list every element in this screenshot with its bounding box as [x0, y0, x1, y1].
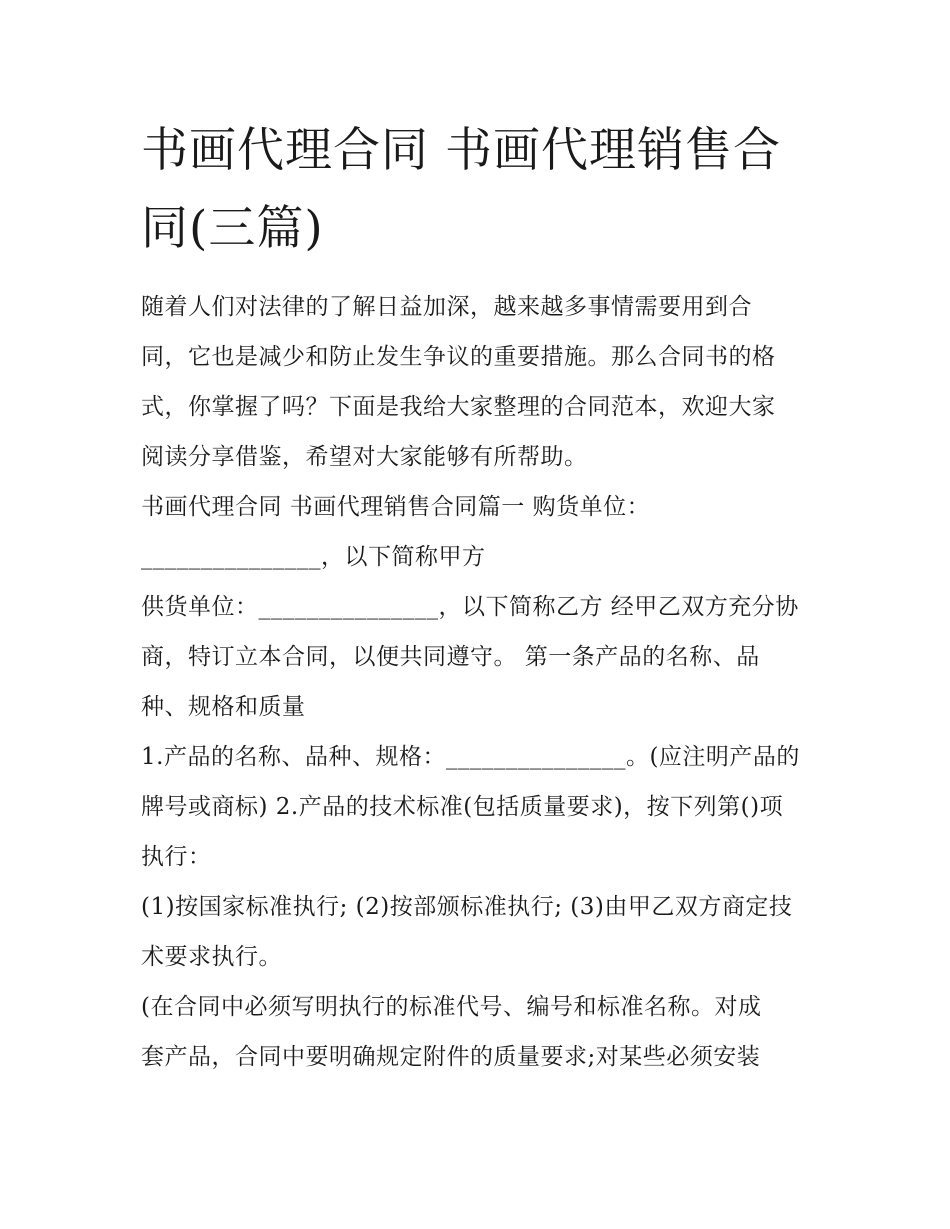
text-line: (1)按国家标准执行; (2)按部颁标准执行; (3)由甲乙双方商定技	[141, 894, 793, 920]
document-title	[141, 112, 816, 268]
note-paragraph	[141, 982, 816, 1082]
supplier-paragraph	[141, 582, 816, 732]
text-line: 随着人们对法律的了解日益加深，越来越多事情需要用到合	[141, 294, 752, 320]
buyer-paragraph	[141, 482, 816, 582]
text-line: 种、规格和质量	[141, 694, 306, 720]
text-line: 术要求执行。	[141, 944, 282, 970]
text-line: 牌号或商标) 2.产品的技术标准(包括质量要求)，按下列第()项	[141, 794, 784, 820]
text-line: _______________，以下简称甲方	[141, 544, 486, 570]
text-line: 同，它也是减少和防止发生争议的重要措施。那么合同书的格	[141, 344, 776, 370]
document-body	[141, 282, 816, 1082]
text-line: 1.产品的名称、品种、规格：_______________。(应注明产品的	[141, 744, 800, 770]
text-line: 执行：	[141, 844, 212, 870]
text-line: 商，特订立本合同，以便共同遵守。 第一条产品的名称、品	[141, 644, 760, 670]
text-line: 书画代理合同 书画代理销售合同篇一 购货单位：	[141, 494, 651, 520]
text-line: 套产品，合同中要明确规定附件的质量要求;对某些必须安装	[141, 1044, 761, 1070]
text-line: 式，你掌握了吗？下面是我给大家整理的合同范本，欢迎大家	[141, 394, 776, 420]
document-content	[141, 112, 816, 1082]
text-line: 供货单位：_______________，以下简称乙方 经甲乙双方充分协	[141, 594, 799, 620]
title-line: 同(三篇)	[141, 201, 324, 256]
text-line: (在合同中必须写明执行的标准代号、编号和标准名称。对成	[141, 994, 762, 1020]
title-line: 书画代理合同 书画代理销售合	[141, 123, 781, 178]
standards-paragraph	[141, 882, 816, 982]
intro-paragraph	[141, 282, 816, 482]
product-spec-paragraph	[141, 732, 816, 882]
text-line: 阅读分享借鉴，希望对大家能够有所帮助。	[141, 444, 588, 470]
